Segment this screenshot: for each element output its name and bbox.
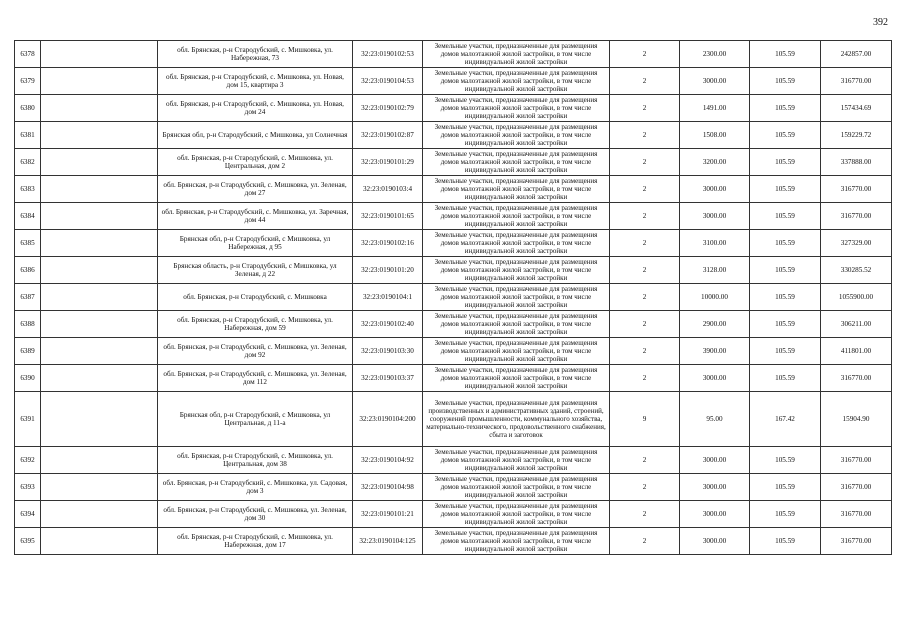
group-number-cell: 2 xyxy=(610,311,680,338)
group-number-cell: 2 xyxy=(610,149,680,176)
cadastral-value-cell: 306211.00 xyxy=(821,311,892,338)
specific-value-cell: 105.59 xyxy=(750,311,821,338)
table-row xyxy=(15,95,892,122)
cadastral-number-cell: 32:23:0190104:125 xyxy=(353,528,423,555)
record-number-cell: 6378 xyxy=(15,41,41,68)
specific-value-cell: 105.59 xyxy=(750,501,821,528)
blank-cell xyxy=(41,68,158,95)
address-cell: обл. Брянская, р-н Стародубский, с. Мишковка, ул. Заречная, дом 44 xyxy=(158,203,353,230)
cadastral-number-cell: 32:23:0190101:20 xyxy=(353,257,423,284)
area-cell: 2300.00 xyxy=(680,41,750,68)
blank-cell xyxy=(41,447,158,474)
area-cell: 10000.00 xyxy=(680,284,750,311)
blank-cell xyxy=(41,311,158,338)
record-number-cell: 6380 xyxy=(15,95,41,122)
land-use-cell: Земельные участки, предназначенные для размещения домов малоэтажной жилой застройки, в том числе индивидуальной жилой застройки xyxy=(423,284,610,311)
cadastral-value-cell: 159229.72 xyxy=(821,122,892,149)
table-row xyxy=(15,311,892,338)
cadastral-number-cell: 32:23:0190102:16 xyxy=(353,230,423,257)
area-cell: 3900.00 xyxy=(680,338,750,365)
land-use-cell: Земельные участки, предназначенные для размещения домов малоэтажной жилой застройки, в том числе индивидуальной жилой застройки xyxy=(423,203,610,230)
area-cell: 3000.00 xyxy=(680,501,750,528)
land-use-cell: Земельные участки, предназначенные для размещения домов малоэтажной жилой застройки, в том числе индивидуальной жилой застройки xyxy=(423,122,610,149)
record-number-cell: 6394 xyxy=(15,501,41,528)
area-cell: 3100.00 xyxy=(680,230,750,257)
table-row xyxy=(15,257,892,284)
cadastral-value-cell: 411801.00 xyxy=(821,338,892,365)
land-use-cell: Земельные участки, предназначенные для размещения домов малоэтажной жилой застройки, в том числе индивидуальной жилой застройки xyxy=(423,149,610,176)
group-number-cell: 2 xyxy=(610,68,680,95)
cadastral-number-cell: 32:23:0190102:79 xyxy=(353,95,423,122)
blank-cell xyxy=(41,203,158,230)
cadastral-number-cell: 32:23:0190104:200 xyxy=(353,392,423,447)
address-cell: обл. Брянская, р-н Стародубский, с. Мишковка, ул. Набережная, дом 17 xyxy=(158,528,353,555)
cadastral-number-cell: 32:23:0190102:87 xyxy=(353,122,423,149)
specific-value-cell: 105.59 xyxy=(750,149,821,176)
area-cell: 3000.00 xyxy=(680,365,750,392)
group-number-cell: 2 xyxy=(610,95,680,122)
table-row xyxy=(15,176,892,203)
land-use-cell: Земельные участки, предназначенные для размещения домов малоэтажной жилой застройки, в том числе индивидуальной жилой застройки xyxy=(423,528,610,555)
land-use-cell: Земельные участки, предназначенные для размещения домов малоэтажной жилой застройки, в том числе индивидуальной жилой застройки xyxy=(423,176,610,203)
blank-cell xyxy=(41,338,158,365)
address-cell: обл. Брянская, р-н Стародубский, с. Мишковка, ул. Набережная, дом 59 xyxy=(158,311,353,338)
group-number-cell: 2 xyxy=(610,501,680,528)
record-number-cell: 6384 xyxy=(15,203,41,230)
cadastral-value-cell: 337888.00 xyxy=(821,149,892,176)
table-row xyxy=(15,501,892,528)
address-cell: обл. Брянская, р-н Стародубский, с. Мишковка, ул. Центральная, дом 38 xyxy=(158,447,353,474)
group-number-cell: 2 xyxy=(610,203,680,230)
group-number-cell: 2 xyxy=(610,338,680,365)
blank-cell xyxy=(41,176,158,203)
blank-cell xyxy=(41,149,158,176)
land-use-cell: Земельные участки, предназначенные для размещения домов малоэтажной жилой застройки, в том числе индивидуальной жилой застройки xyxy=(423,365,610,392)
group-number-cell: 9 xyxy=(610,392,680,447)
address-cell: обл. Брянская, р-н Стародубский, с. Мишковка, ул. Новая, дом 15, квартира 3 xyxy=(158,68,353,95)
address-cell: обл. Брянская, р-н Стародубский, с. Мишковка xyxy=(158,284,353,311)
blank-cell xyxy=(41,257,158,284)
cadastral-value-cell: 316770.00 xyxy=(821,447,892,474)
specific-value-cell: 105.59 xyxy=(750,257,821,284)
area-cell: 1508.00 xyxy=(680,122,750,149)
land-use-cell: Земельные участки, предназначенные для размещения домов малоэтажной жилой застройки, в том числе индивидуальной жилой застройки xyxy=(423,68,610,95)
table-body xyxy=(15,41,892,555)
specific-value-cell: 105.59 xyxy=(750,95,821,122)
cadastral-value-cell: 15904.90 xyxy=(821,392,892,447)
cadastral-value-cell: 316770.00 xyxy=(821,176,892,203)
table-row xyxy=(15,149,892,176)
table-row xyxy=(15,41,892,68)
specific-value-cell: 105.59 xyxy=(750,41,821,68)
group-number-cell: 2 xyxy=(610,284,680,311)
land-use-cell: Земельные участки, предназначенные для размещения домов малоэтажной жилой застройки, в том числе индивидуальной жилой застройки xyxy=(423,447,610,474)
land-use-cell: Земельные участки, предназначенные для размещения домов малоэтажной жилой застройки, в том числе индивидуальной жилой застройки xyxy=(423,501,610,528)
cadastral-value-cell: 242857.00 xyxy=(821,41,892,68)
land-use-cell: Земельные участки, предназначенные для размещения домов малоэтажной жилой застройки, в том числе индивидуальной жилой застройки xyxy=(423,230,610,257)
blank-cell xyxy=(41,365,158,392)
cadastral-value-cell: 316770.00 xyxy=(821,474,892,501)
cadastral-value-cell: 316770.00 xyxy=(821,501,892,528)
table-row xyxy=(15,230,892,257)
specific-value-cell: 105.59 xyxy=(750,230,821,257)
cadastral-number-cell: 32:23:0190101:29 xyxy=(353,149,423,176)
record-number-cell: 6391 xyxy=(15,392,41,447)
blank-cell xyxy=(41,474,158,501)
cadastral-number-cell: 32:23:0190102:53 xyxy=(353,41,423,68)
table-row xyxy=(15,474,892,501)
specific-value-cell: 105.59 xyxy=(750,528,821,555)
area-cell: 3128.00 xyxy=(680,257,750,284)
cadastral-value-cell: 327329.00 xyxy=(821,230,892,257)
specific-value-cell: 105.59 xyxy=(750,338,821,365)
specific-value-cell: 105.59 xyxy=(750,122,821,149)
area-cell: 95.00 xyxy=(680,392,750,447)
cadastral-value-cell: 157434.69 xyxy=(821,95,892,122)
group-number-cell: 2 xyxy=(610,176,680,203)
record-number-cell: 6386 xyxy=(15,257,41,284)
area-cell: 2900.00 xyxy=(680,311,750,338)
cadastral-number-cell: 32:23:0190103:30 xyxy=(353,338,423,365)
address-cell: обл. Брянская, р-н Стародубский, с. Мишковка, ул. Зеленая, дом 112 xyxy=(158,365,353,392)
blank-cell xyxy=(41,95,158,122)
land-use-cell: Земельные участки, предназначенные для размещения домов малоэтажной жилой застройки, в том числе индивидуальной жилой застройки xyxy=(423,338,610,365)
specific-value-cell: 105.59 xyxy=(750,447,821,474)
specific-value-cell: 105.59 xyxy=(750,203,821,230)
address-cell: обл. Брянская, р-н Стародубский, с. Мишковка, ул. Зеленая, дом 92 xyxy=(158,338,353,365)
group-number-cell: 2 xyxy=(610,122,680,149)
blank-cell xyxy=(41,501,158,528)
land-use-cell: Земельные участки, предназначенные для размещения домов малоэтажной жилой застройки, в том числе индивидуальной жилой застройки xyxy=(423,41,610,68)
area-cell: 3200.00 xyxy=(680,149,750,176)
cadastral-value-table xyxy=(14,40,892,555)
address-cell: обл. Брянская, р-н Стародубский, с. Мишковка, ул. Центральная, дом 2 xyxy=(158,149,353,176)
group-number-cell: 2 xyxy=(610,528,680,555)
area-cell: 3000.00 xyxy=(680,203,750,230)
address-cell: обл. Брянская, р-н Стародубский, с. Мишковка, ул. Садовая, дом 3 xyxy=(158,474,353,501)
table-row xyxy=(15,392,892,447)
cadastral-number-cell: 32:23:0190102:40 xyxy=(353,311,423,338)
table-row xyxy=(15,122,892,149)
record-number-cell: 6393 xyxy=(15,474,41,501)
cadastral-value-cell: 316770.00 xyxy=(821,68,892,95)
area-cell: 3000.00 xyxy=(680,528,750,555)
blank-cell xyxy=(41,528,158,555)
record-number-cell: 6389 xyxy=(15,338,41,365)
area-cell: 3000.00 xyxy=(680,176,750,203)
record-number-cell: 6382 xyxy=(15,149,41,176)
record-number-cell: 6385 xyxy=(15,230,41,257)
table-row xyxy=(15,528,892,555)
area-cell: 3000.00 xyxy=(680,447,750,474)
table-row xyxy=(15,203,892,230)
page-number: 392 xyxy=(873,17,888,28)
record-number-cell: 6379 xyxy=(15,68,41,95)
land-use-cell: Земельные участки, предназначенные для размещения домов малоэтажной жилой застройки, в том числе индивидуальной жилой застройки xyxy=(423,257,610,284)
address-cell: обл. Брянская, р-н Стародубский, с. Мишковка, ул. Набережная, 73 xyxy=(158,41,353,68)
land-use-cell: Земельные участки, предназначенные для размещения домов малоэтажной жилой застройки, в том числе индивидуальной жилой застройки xyxy=(423,474,610,501)
area-cell: 3000.00 xyxy=(680,68,750,95)
specific-value-cell: 105.59 xyxy=(750,284,821,311)
land-use-cell: Земельные участки, предназначенные для размещения домов малоэтажной жилой застройки, в том числе индивидуальной жилой застройки xyxy=(423,311,610,338)
cadastral-value-cell: 1055900.00 xyxy=(821,284,892,311)
address-cell: обл. Брянская, р-н Стародубский, с. Мишковка, ул. Зеленая, дом 30 xyxy=(158,501,353,528)
area-cell: 1491.00 xyxy=(680,95,750,122)
address-cell: Брянская обл, р-н Стародубский, с Мишковка, ул Солнечная xyxy=(158,122,353,149)
table-row xyxy=(15,447,892,474)
group-number-cell: 2 xyxy=(610,365,680,392)
address-cell: Брянская область, р-н Стародубский, с Мишковка, ул Зеленая, д 22 xyxy=(158,257,353,284)
table-row xyxy=(15,68,892,95)
cadastral-value-cell: 316770.00 xyxy=(821,528,892,555)
address-cell: Брянская обл, р-н Стародубский, с Мишковка, ул Набережная, д 95 xyxy=(158,230,353,257)
blank-cell xyxy=(41,41,158,68)
group-number-cell: 2 xyxy=(610,257,680,284)
specific-value-cell: 105.59 xyxy=(750,176,821,203)
group-number-cell: 2 xyxy=(610,474,680,501)
blank-cell xyxy=(41,392,158,447)
group-number-cell: 2 xyxy=(610,230,680,257)
cadastral-number-cell: 32:23:0190104:98 xyxy=(353,474,423,501)
address-cell: обл. Брянская, р-н Стародубский, с. Мишковка, ул. Новая, дом 24 xyxy=(158,95,353,122)
cadastral-value-cell: 330285.52 xyxy=(821,257,892,284)
record-number-cell: 6392 xyxy=(15,447,41,474)
group-number-cell: 2 xyxy=(610,447,680,474)
land-use-cell: Земельные участки, предназначенные для размещения производственных и административных зданий, строений, сооружений промышленности, коммунального хозяйства, материально-технического, продовольственного снабжения, сбыта и заготовок xyxy=(423,392,610,447)
blank-cell xyxy=(41,284,158,311)
specific-value-cell: 167.42 xyxy=(750,392,821,447)
cadastral-value-cell: 316770.00 xyxy=(821,203,892,230)
table-row xyxy=(15,365,892,392)
cadastral-number-cell: 32:23:0190104:92 xyxy=(353,447,423,474)
cadastral-number-cell: 32:23:0190104:1 xyxy=(353,284,423,311)
record-number-cell: 6387 xyxy=(15,284,41,311)
cadastral-value-cell: 316770.00 xyxy=(821,365,892,392)
table-row xyxy=(15,284,892,311)
specific-value-cell: 105.59 xyxy=(750,68,821,95)
address-cell: Брянская обл, р-н Стародубский, с Мишковка, ул Центральная, д 11-а xyxy=(158,392,353,447)
record-number-cell: 6383 xyxy=(15,176,41,203)
group-number-cell: 2 xyxy=(610,41,680,68)
cadastral-number-cell: 32:23:0190103:37 xyxy=(353,365,423,392)
land-use-cell: Земельные участки, предназначенные для размещения домов малоэтажной жилой застройки, в том числе индивидуальной жилой застройки xyxy=(423,95,610,122)
record-number-cell: 6388 xyxy=(15,311,41,338)
specific-value-cell: 105.59 xyxy=(750,365,821,392)
address-cell: обл. Брянская, р-н Стародубский, с. Мишковка, ул. Зеленая, дом 27 xyxy=(158,176,353,203)
cadastral-number-cell: 32:23:0190101:21 xyxy=(353,501,423,528)
blank-cell xyxy=(41,230,158,257)
cadastral-number-cell: 32:23:0190104:53 xyxy=(353,68,423,95)
table-row xyxy=(15,338,892,365)
record-number-cell: 6395 xyxy=(15,528,41,555)
blank-cell xyxy=(41,122,158,149)
cadastral-number-cell: 32:23:0190101:65 xyxy=(353,203,423,230)
specific-value-cell: 105.59 xyxy=(750,474,821,501)
area-cell: 3000.00 xyxy=(680,474,750,501)
cadastral-number-cell: 32:23:0190103:4 xyxy=(353,176,423,203)
record-number-cell: 6381 xyxy=(15,122,41,149)
record-number-cell: 6390 xyxy=(15,365,41,392)
